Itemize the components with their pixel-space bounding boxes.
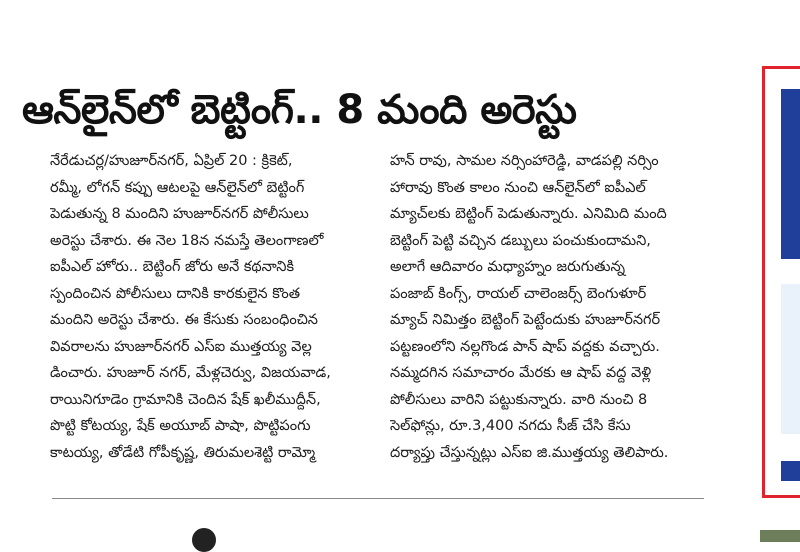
adjacent-ad-box [762, 66, 800, 498]
text-line: స్పందించిన పోలీసులు దానికి కారకులైన కొంత [50, 285, 300, 302]
text-line: అరెస్టు చేశారు. ఈ నెల 18న నమస్తే తెలంగాణలో [50, 232, 324, 249]
next-article-graphic [192, 528, 216, 552]
text-line: పట్టణంలోని నల్లగొండ పాన్ షాప్ వద్దకు వచ్చారు. [390, 338, 660, 355]
text-line: దర్యాప్తు చేస్తున్నట్లు ఎస్ఐ జి.ముత్తయ్య తెలిపారు. [390, 444, 669, 461]
text-line: పెడుతున్న 8 మందిని హుజూర్‌నగర్ పోలీసులు [50, 206, 309, 222]
text-line: డించారు. హుజూర్ నగర్, మేళ్లచెర్వు, విజయవాడ, [50, 365, 331, 381]
text-line: మ్యాచ్‌లకు బెట్టింగ్ పెడుతున్నారు. ఎనిమిది మంది [390, 206, 667, 222]
text-line: పంజాబ్ కింగ్స్, రాయల్ చాలెంజర్స్ బెంగుళూర్ [390, 285, 647, 302]
text-line: మందిని అరెస్టు చేశారు. ఈ కేసుకు సంబంధించిన [50, 312, 318, 328]
text-line: రమ్మీ, లోగన్ కప్పు ఆటలపై ఆన్‌లైన్‌లో బెట్టింగ్ [50, 179, 305, 196]
text-line: బెట్టింగ్ పెట్టి వచ్చిన డబ్బులు పంచుకుందామని, [390, 232, 651, 249]
text-line: రాయినిగూడెం గ్రామానికి చెందిన షేక్ ఖలీముద్దీన్, [50, 391, 321, 408]
text-line: హారావు కొంత కాలం నుంచి ఆన్‌లైన్‌లో ఐపీఎల్ [390, 179, 646, 196]
ad-panel-light [781, 284, 800, 434]
text-line: హన్ రావు, సామల నర్సింహారెడ్డి, వాడపల్లి నర్సిం [390, 153, 659, 169]
article-column-right [390, 148, 730, 466]
text-line: సెల్‌ఫోన్లు, రూ.3,400 నగదు సీజ్ చేసి కేసు [390, 418, 631, 434]
text-line: వివరాలను హుజూర్‌నగర్ ఎస్ఐ ముత్తయ్య వెల్ల [50, 338, 312, 355]
next-article-photo [760, 530, 800, 542]
text-line: మ్యాచ్ నిమిత్తం బెట్టింగ్ పెట్టేందుకు హుజూర్‌నగర్ [390, 312, 661, 328]
article-headline: ఆన్‌లైన్‌లో బెట్టింగ్.. 8 మంది అరెస్టు [22, 87, 577, 133]
text-line: అలాగే ఆదివారం మధ్యాహ్నం జరుగుతున్న [390, 259, 625, 275]
text-line: నేరేడుచర్ల/హుజూర్‌నగర్, ఏప్రిల్ 20 : క్రికెట్, [50, 153, 293, 169]
text-line: కాటయ్య, తోడేటి గోపీకృష్ణ, తిరుమలశెట్టి రామ్మో [50, 444, 316, 461]
text-line: పోలీసులు వారిని పట్టుకున్నారు. వారి నుంచి 8 [390, 391, 648, 408]
text-line: ఐపీఎల్ హోరు.. బెట్టింగ్ జోరు అనే కథనానికి [50, 259, 295, 275]
article-column-left [50, 148, 368, 466]
text-line: నమ్మదగిన సమాచారం మేరకు ఆ షాప్ వద్ద వెళ్లి [390, 365, 652, 381]
ad-stripe-bottom [781, 461, 800, 481]
article-divider [52, 498, 704, 499]
ad-stripe-top [781, 89, 800, 259]
text-line: పొట్టి కోటయ్య, షేక్ అయూబ్ పాషా, పొట్టిపంగు [50, 418, 311, 434]
